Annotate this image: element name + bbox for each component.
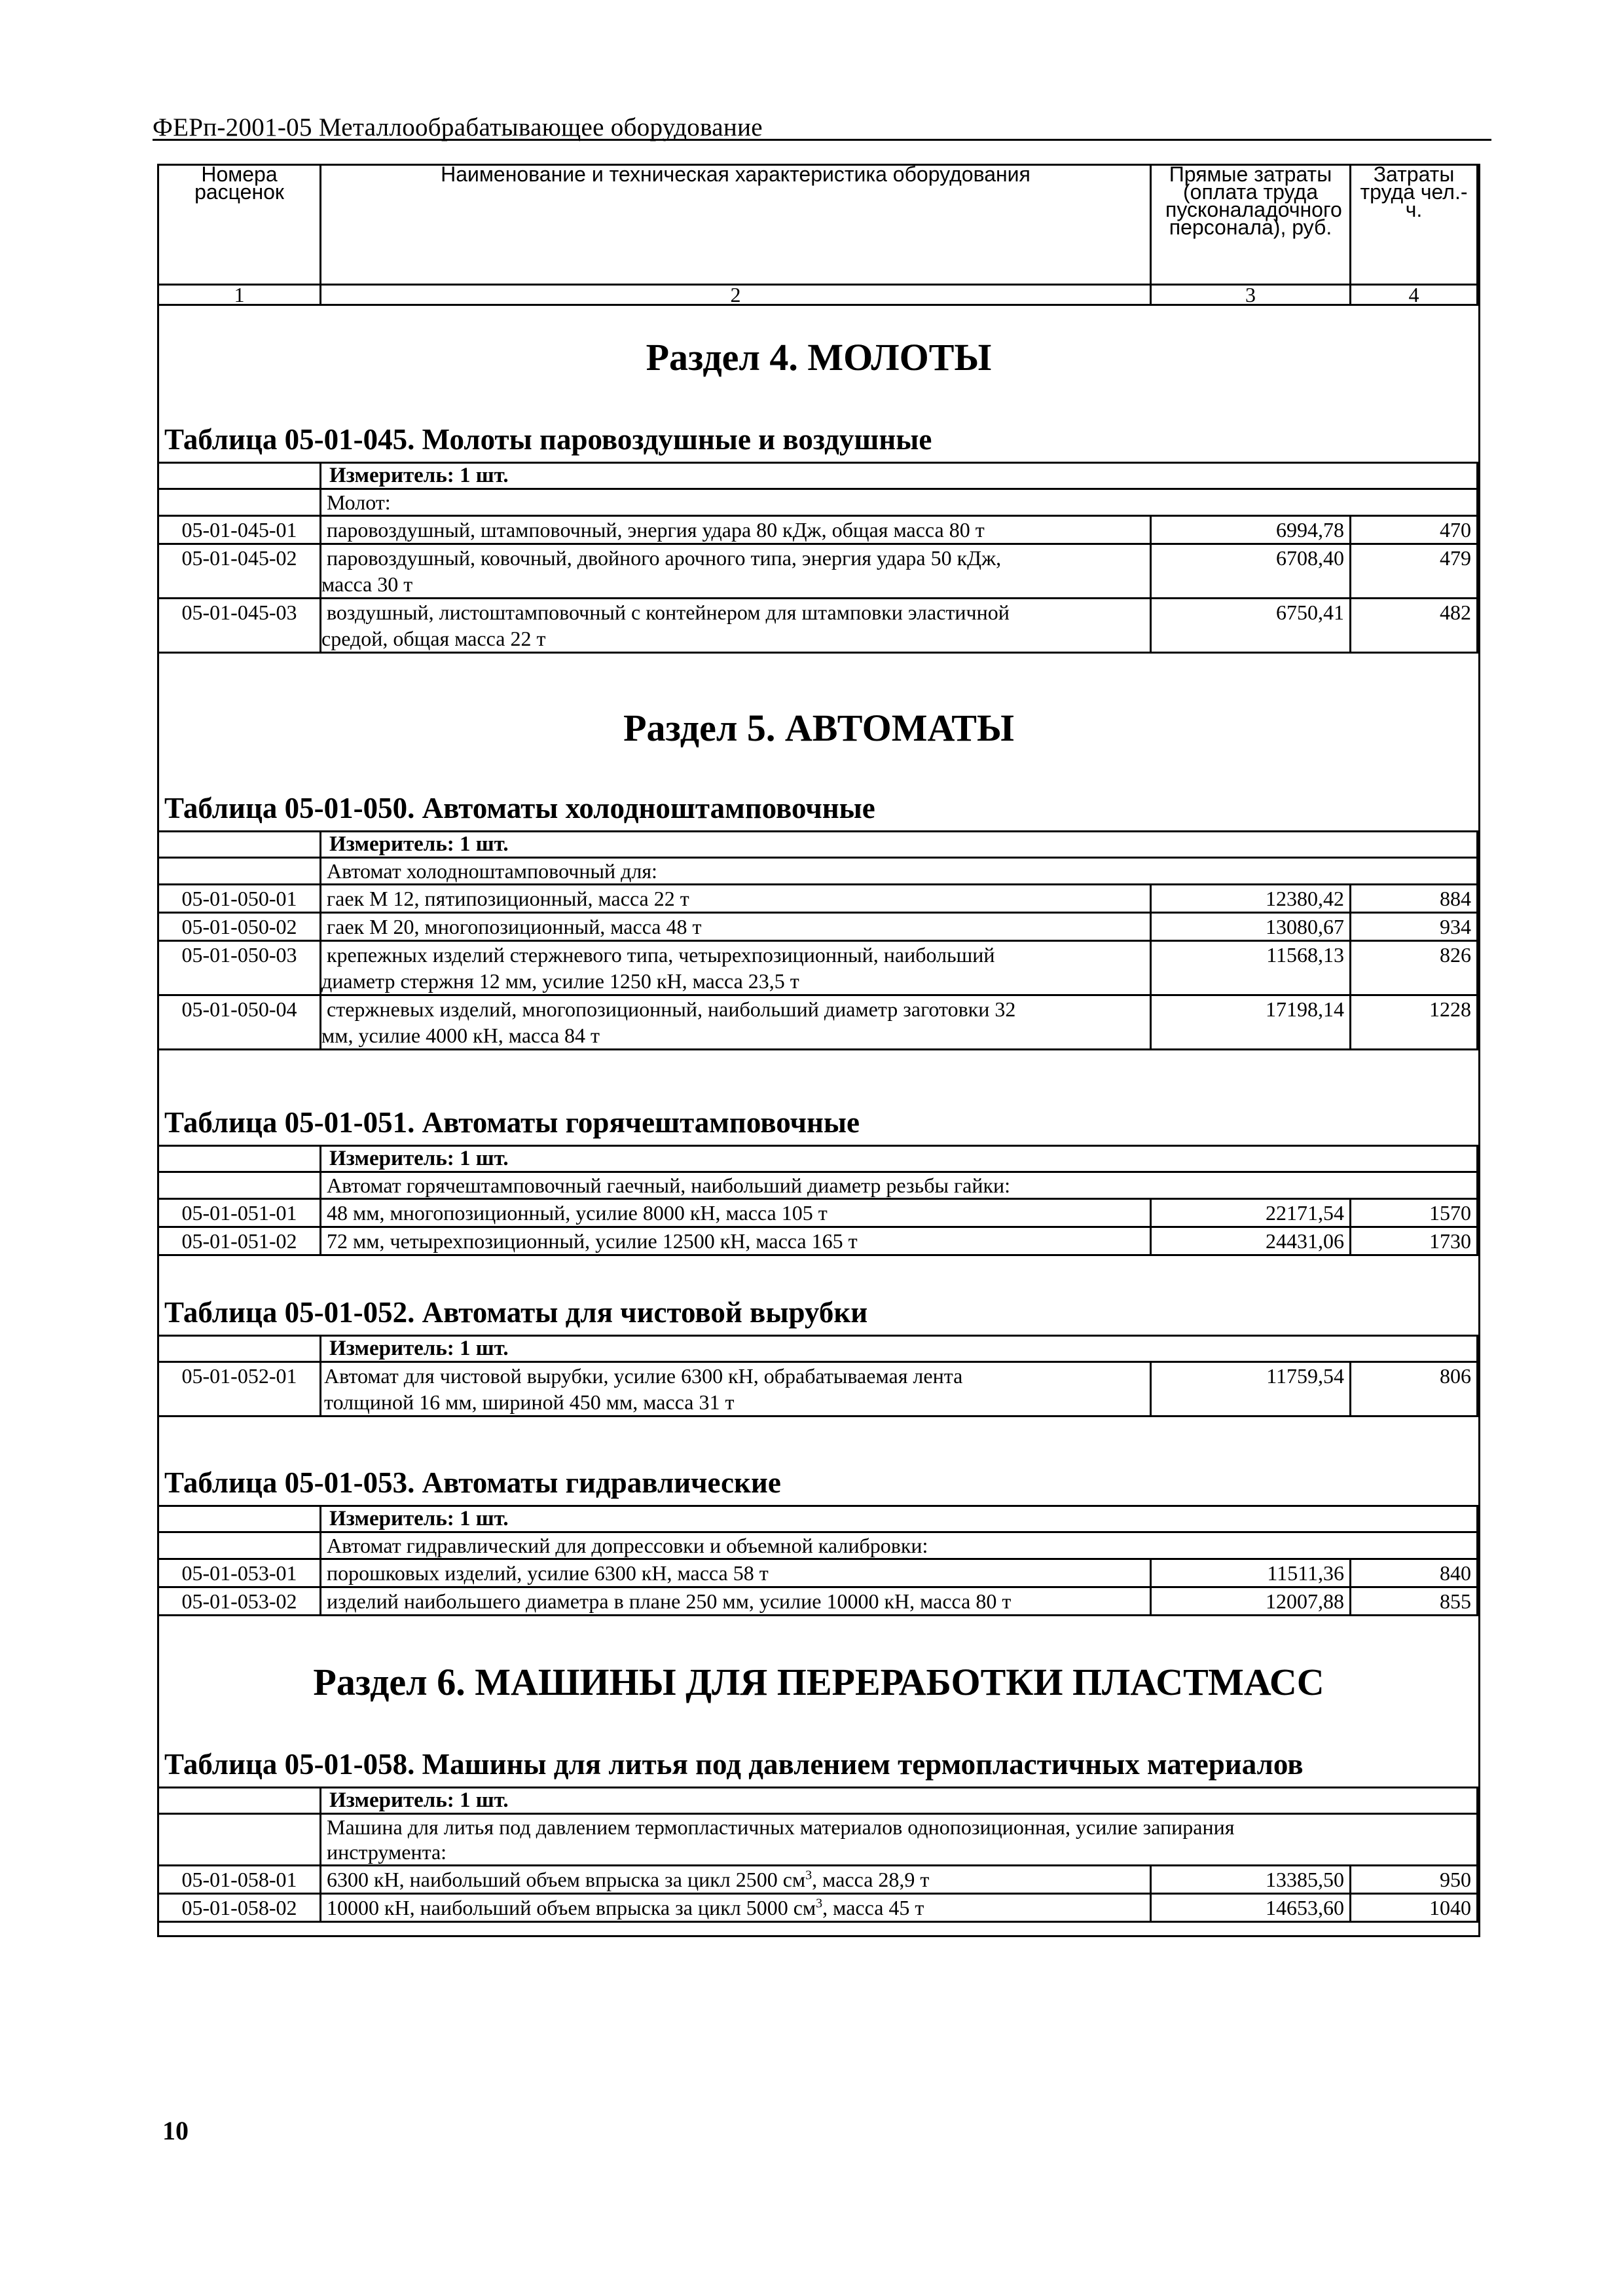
row-name: 10000 кН, наибольший объем впрыска за цикл 5000 $см^3$, масса 45 т: [321, 1894, 1151, 1922]
row-name: изделий наибольшего диаметра в плане 250 мм, усилие 10000 кН, масса 80 т: [321, 1587, 1151, 1616]
row-price: 11759,54: [1151, 1362, 1351, 1416]
table-frame: [157, 164, 1480, 1937]
table-051: [157, 1145, 1478, 1256]
row-price: 13385,50: [1151, 1866, 1351, 1894]
measure-label: Измеритель: 1 шт.: [321, 1146, 1478, 1172]
row-price: 6708,40: [1151, 544, 1351, 599]
measure-label: Измеритель: 1 шт.: [321, 832, 1478, 858]
lead-row: [158, 1172, 1478, 1199]
table-row: [158, 1559, 1478, 1587]
row-labor: 1570: [1351, 1199, 1478, 1227]
table-row: [158, 941, 1478, 995]
col-header-labor: Затраты труда чел.-ч.: [1351, 165, 1478, 285]
lead-text: Автомат холодноштамповочный для:: [321, 858, 1478, 885]
row-code: 05-01-052-01: [158, 1362, 321, 1416]
row-name: Автомат для чистовой вырубки, усилие 6300 кН, обрабатываемая лента толщиной 16 мм, шириной 450 мм, масса 31 т: [321, 1362, 1151, 1416]
measure-label: Измеритель: 1 шт.: [321, 463, 1478, 489]
row-labor: 1228: [1351, 995, 1478, 1050]
row-price: 13080,67: [1151, 913, 1351, 941]
column-number-row: [158, 285, 1478, 305]
row-code: 05-01-051-02: [158, 1227, 321, 1255]
col-num-4: 4: [1351, 285, 1478, 305]
row-labor: 470: [1351, 516, 1478, 544]
table-title-058: Таблица 05-01-058. Машины для литья под давлением термопластичных материалов: [164, 1748, 1304, 1781]
lead-row: [158, 1814, 1478, 1866]
lead-text: Автомат горячештамповочный гаечный, наибольший диаметр резьбы гайки:: [321, 1172, 1478, 1199]
document-header: [153, 110, 1491, 141]
table-045: [157, 462, 1478, 654]
col-num-3: 3: [1151, 285, 1351, 305]
row-name: паровоздушный, штамповочный, энергия удара 80 кДж, общая масса 80 т: [321, 516, 1151, 544]
table-row: [158, 913, 1478, 941]
row-labor: 855: [1351, 1587, 1478, 1616]
measure-row: [158, 1506, 1478, 1532]
table-title-053: Таблица 05-01-053. Автоматы гидравлические: [164, 1466, 781, 1499]
row-code: 05-01-050-03: [158, 941, 321, 995]
table-row: [158, 1199, 1478, 1227]
row-labor: 840: [1351, 1559, 1478, 1587]
table-row: [158, 1587, 1478, 1616]
column-header-row: [158, 165, 1478, 285]
row-price: 11511,36: [1151, 1559, 1351, 1587]
section-title-4: Раздел 4. МОЛОТЫ: [646, 336, 992, 379]
row-labor: 826: [1351, 941, 1478, 995]
row-labor: 1040: [1351, 1894, 1478, 1922]
row-code: 05-01-050-02: [158, 913, 321, 941]
table-title-051: Таблица 05-01-051. Автоматы горячештамповочные: [164, 1106, 860, 1139]
row-labor: 884: [1351, 885, 1478, 913]
section-title-5: Раздел 5. АВТОМАТЫ: [623, 707, 1014, 749]
row-code: 05-01-058-02: [158, 1894, 321, 1922]
measure-label: Измеритель: 1 шт.: [321, 1506, 1478, 1532]
measure-label: Измеритель: 1 шт.: [321, 1336, 1478, 1362]
row-code: 05-01-045-03: [158, 599, 321, 653]
row-code: 05-01-058-01: [158, 1866, 321, 1894]
row-name: 72 мм, четырехпозиционный, усилие 12500 кН, масса 165 т: [321, 1227, 1151, 1255]
table-row: [158, 544, 1478, 599]
section-title-6: Раздел 6. МАШИНЫ ДЛЯ ПЕРЕРАБОТКИ ПЛАСТМАСС: [313, 1661, 1324, 1703]
measure-label: Измеритель: 1 шт.: [321, 1788, 1478, 1814]
row-labor: 934: [1351, 913, 1478, 941]
table-row: [158, 1866, 1478, 1894]
lead-row: [158, 1532, 1478, 1559]
row-price: 6750,41: [1151, 599, 1351, 653]
row-code: 05-01-045-02: [158, 544, 321, 599]
measure-row: [158, 1146, 1478, 1172]
lead-text: Молот:: [321, 489, 1478, 516]
lead-text: Машина для литья под давлением термопластичных материалов однопозиционная, усилие запирания инструмента:: [321, 1814, 1478, 1866]
col-num-2: 2: [321, 285, 1151, 305]
row-price: 14653,60: [1151, 1894, 1351, 1922]
row-name: 6300 кН, наибольший объем впрыска за цикл 2500 $см^3$, масса 28,9 т: [321, 1866, 1151, 1894]
document-title: ФЕРп-2001-05 Металлообрабатывающее оборудование: [153, 113, 763, 141]
table-row: [158, 599, 1478, 653]
row-price: 22171,54: [1151, 1199, 1351, 1227]
table-row: [158, 1362, 1478, 1416]
row-price: 12380,42: [1151, 885, 1351, 913]
row-labor: 806: [1351, 1362, 1478, 1416]
table-row: [158, 1227, 1478, 1255]
row-price: 11568,13: [1151, 941, 1351, 995]
row-price: 17198,14: [1151, 995, 1351, 1050]
row-name: гаек М 12, пятипозиционный, масса 22 т: [321, 885, 1151, 913]
row-name: паровоздушный, ковочный, двойного арочного типа, энергия удара 50 кДж, масса 30 т: [321, 544, 1151, 599]
row-labor: 479: [1351, 544, 1478, 599]
row-code: 05-01-051-01: [158, 1199, 321, 1227]
lead-row: [158, 858, 1478, 885]
row-name: гаек М 20, многопозиционный, масса 48 т: [321, 913, 1151, 941]
table-row: [158, 1894, 1478, 1922]
row-labor: 950: [1351, 1866, 1478, 1894]
col-header-codes: Номера расценок: [158, 165, 321, 285]
table-053: [157, 1505, 1478, 1616]
lead-row: [158, 489, 1478, 516]
table-058: [157, 1787, 1478, 1923]
row-labor: 1730: [1351, 1227, 1478, 1255]
page-number: 10: [162, 2116, 189, 2145]
row-name: воздушный, листоштамповочный с контейнером для штамповки эластичной средой, общая масса 22 т: [321, 599, 1151, 653]
row-code: 05-01-053-02: [158, 1587, 321, 1616]
row-labor: 482: [1351, 599, 1478, 653]
measure-row: [158, 1788, 1478, 1814]
row-price: 6994,78: [1151, 516, 1351, 544]
row-code: 05-01-050-01: [158, 885, 321, 913]
column-header-table: [157, 164, 1478, 306]
table-title-050: Таблица 05-01-050. Автоматы холодноштамповочные: [164, 792, 875, 824]
measure-row: [158, 1336, 1478, 1362]
table-row: [158, 885, 1478, 913]
row-name: стержневых изделий, многопозиционный, наибольший диаметр заготовки 32 мм, усилие 4000 кН, масса 84 т: [321, 995, 1151, 1050]
col-header-name: Наименование и техническая характеристика оборудования: [321, 165, 1151, 285]
table-title-052: Таблица 05-01-052. Автоматы для чистовой вырубки: [164, 1296, 868, 1329]
measure-row: [158, 463, 1478, 489]
table-row: [158, 516, 1478, 544]
table-title-045: Таблица 05-01-045. Молоты паровоздушные и воздушные: [164, 423, 932, 456]
row-price: 12007,88: [1151, 1587, 1351, 1616]
row-name: порошковых изделий, усилие 6300 кН, масса 58 т: [321, 1559, 1151, 1587]
col-header-cost: Прямые затраты (оплата труда пусконаладочного персонала), руб.: [1151, 165, 1351, 285]
col-num-1: 1: [158, 285, 321, 305]
row-name: крепежных изделий стержневого типа, четырехпозиционный, наибольший диаметр стержня 12 мм, усилие 1250 кН, масса 23,5 т: [321, 941, 1151, 995]
lead-text: Автомат гидравлический для допрессовки и объемной калибровки:: [321, 1532, 1478, 1559]
row-code: 05-01-050-04: [158, 995, 321, 1050]
table-row: [158, 995, 1478, 1050]
row-code: 05-01-053-01: [158, 1559, 321, 1587]
table-052: [157, 1335, 1478, 1417]
row-code: 05-01-045-01: [158, 516, 321, 544]
row-name: 48 мм, многопозиционный, усилие 8000 кН, масса 105 т: [321, 1199, 1151, 1227]
table-050: [157, 830, 1478, 1050]
measure-row: [158, 832, 1478, 858]
row-price: 24431,06: [1151, 1227, 1351, 1255]
